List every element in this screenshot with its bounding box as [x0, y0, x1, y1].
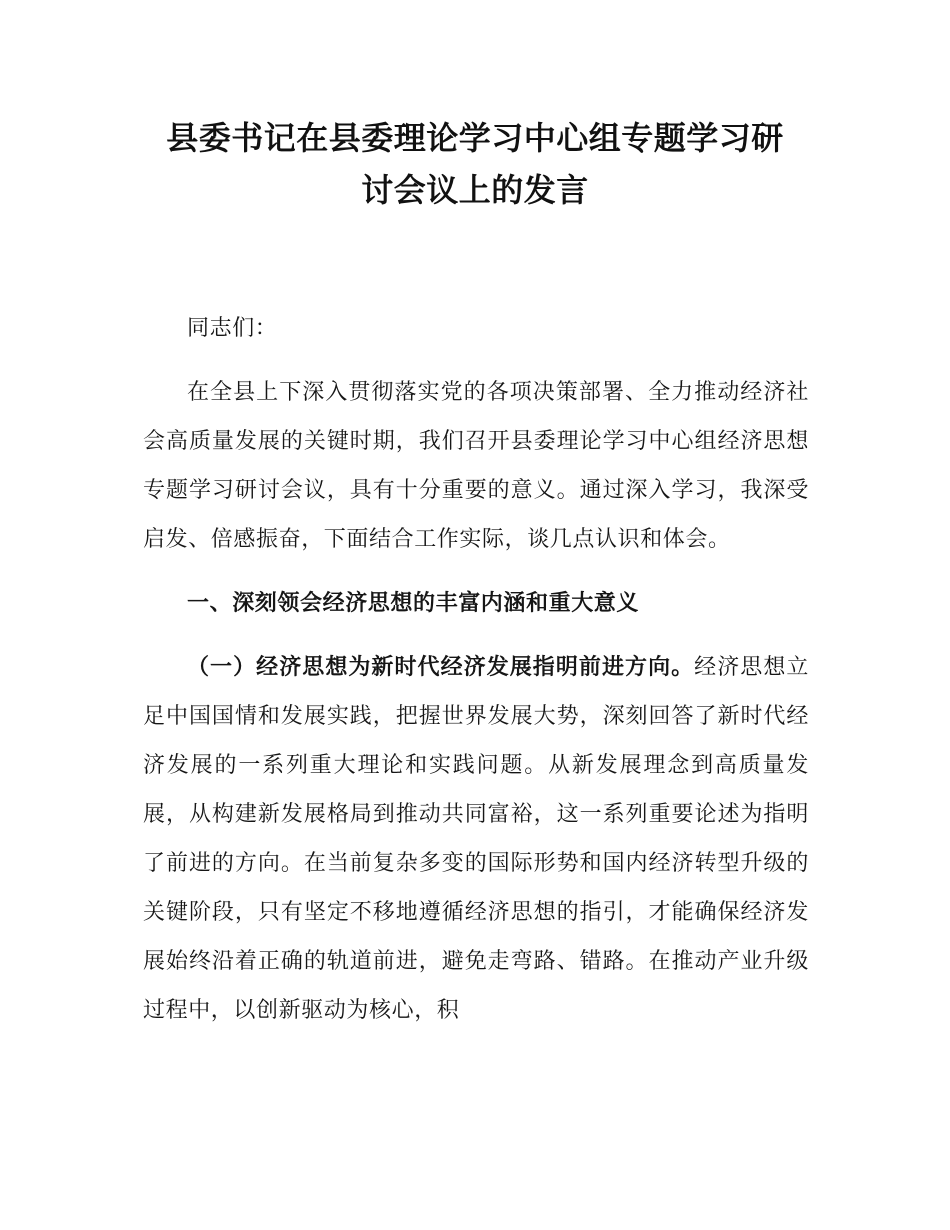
title-line-1: 县委书记在县委理论学习中心组专题学习研: [166, 119, 784, 157]
subsection-heading-1: （一）经济思想为新时代经济发展指明前进方向。: [187, 655, 695, 680]
intro-paragraph: 在全县上下深入贯彻落实党的各项决策部署、全力推动经济社会高质量发展的关键时期，我们召开县委理论学习中心组经济思想专题学习研讨会议，具有十分重要的意义。通过深入学习，我深受启发、倍感振奋，下面结合工作实际，谈几点认识和体会。: [143, 380, 809, 552]
title-line-2: 讨会议上的发言: [361, 171, 589, 209]
subsection-text-1: 经济思想立足中国国情和发展实践，把握世界发展大势，深刻回答了新时代经济发展的一系列重大理论和实践问题。从新发展理念到高质量发展，从构建新发展格局到推动共同富裕，这一系列重要论述为指明了前进的方向。在当前复杂多变的国际形势和国内经济转型升级的关键阶段，只有坚定不移地遵循经济思想的指引，才能确保经济发展始终沿着正确的轨道前进，避免走弯路、错路。在推动产业升级过程中，以创新驱动为核心，积: [143, 655, 809, 1023]
document-title: [120, 112, 830, 216]
document-body: [143, 304, 809, 1050]
subsection-paragraph-1: [143, 643, 809, 1035]
salutation: 同志们：: [187, 316, 278, 341]
section-heading-1: 一、深刻领会经济思想的丰富内涵和重大意义: [187, 591, 640, 616]
